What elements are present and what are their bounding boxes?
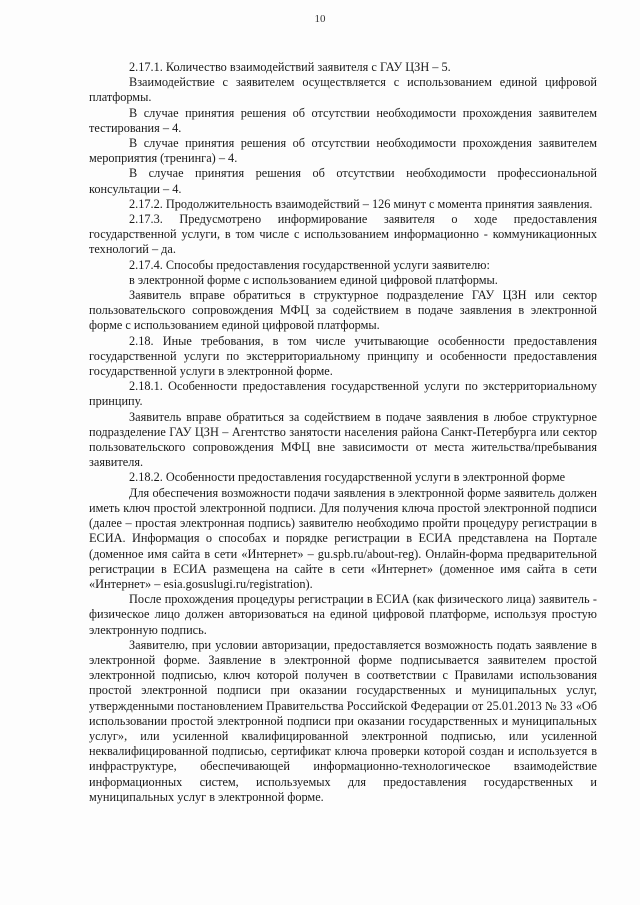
paragraph: 2.18. Иные требования, в том числе учитывающие особенности предоставления государственной услуги по экстерриториальному принципу и особенности предоставления государственной услуги в электронной форме. [89,333,597,379]
paragraph: В случае принятия решения об отсутствии необходимости профессиональной консультации – 4. [89,166,597,196]
paragraph: После прохождения процедуры регистрации в ЕСИА (как физического лица) заявитель - физическое лицо должен авторизоваться на единой цифровой платформе, используя простую электронную подпись. [89,592,597,637]
paragraph: 2.17.4. Способы предоставления государственной услуги заявителю: [129,257,490,272]
paragraph: Заявителю, при условии авторизации, предоставляется возможность подать заявление в электронной форме. Заявление в электронной форме подписывается заявителем простой электронной подписью, ключ которой получен в соответствии с Правилами использования простой электронной подписи при оказании государственных и муниципальных услуг, утвержденными постановлением Правительства Российской Федерации от 25.01.2013 № 33 «Об использовании простой электронной подписи при оказании государственных и муниципальных услуг», или усиленной квалифицированной электронной подписью, или усиленной неквалифицированной подписью, сертификат ключа проверки которой создан и используется в инфраструктуре, обеспечивающей информационно-технологическое взаимодействие информационных систем, используемых для предоставления государственных и муниципальных услуг в электронной форме. [89,637,597,804]
paragraph: 2.18.2. Особенности предоставления государственной услуги в электронной форме [129,470,566,485]
paragraph: Заявитель вправе обратиться за содействием в подаче заявления в любое структурное подразделение ГАУ ЦЗН – Агентство занятости населения района Санкт-Петербурга или сектор пользовательского сопровождения МФЦ вне зависимости от места жительства/пребывания заявителя. [89,409,597,470]
paragraph: 2.17.2. Продолжительность взаимодействий – 126 минут с момента принятия заявления. [129,196,593,211]
paragraph: Заявитель вправе обратиться в структурное подразделение ГАУ ЦЗН или сектор пользовательского сопровождения МФЦ за содействием в подаче заявления в электронной форме с использованием единой цифровой платформы. [89,288,597,333]
paragraph: Для обеспечения возможности подачи заявления в электронной форме заявитель должен иметь ключ простой электронной подписи. Для получения ключа простой электронной подписи (далее – простая электронная подпись) заявителю необходимо пройти процедуру регистрации в ЕСИА. Информация о способах и порядке регистрации в ЕСИА представлена на Портале (доменное имя сайта в сети «Интернет» – gu.spb.ru/about-reg). Онлайн-форма предварительной регистрации в ЕСИА размещена на сайте в сети «Интернет» (доменное имя сайта в сети «Интернет» – esia.gosuslugi.ru/registration). [89,485,597,591]
document-body [89,60,597,805]
page-number: 10 [314,13,326,25]
paragraph: 2.18.1. Особенности предоставления государственной услуги по экстерриториальному принципу. [89,379,597,409]
paragraph: В случае принятия решения об отсутствии необходимости прохождения заявителем тестирования – 4. [89,105,597,135]
paragraph: в электронной форме с использованием единой цифровой платформы. [129,272,498,287]
paragraph: 2.17.3. Предусмотрено информирование заявителя о ходе предоставления государственной услуги, в том числе с использованием информационно - коммуникационных технологий – да. [89,212,597,257]
paragraph: 2.17.1. Количество взаимодействий заявителя с ГАУ ЦЗН – 5. [129,60,451,74]
paragraph: В случае принятия решения об отсутствии необходимости прохождения заявителем мероприятия (тренинга) – 4. [89,136,597,166]
paragraph: Взаимодействие с заявителем осуществляется с использованием единой цифровой платформы. [89,75,597,105]
